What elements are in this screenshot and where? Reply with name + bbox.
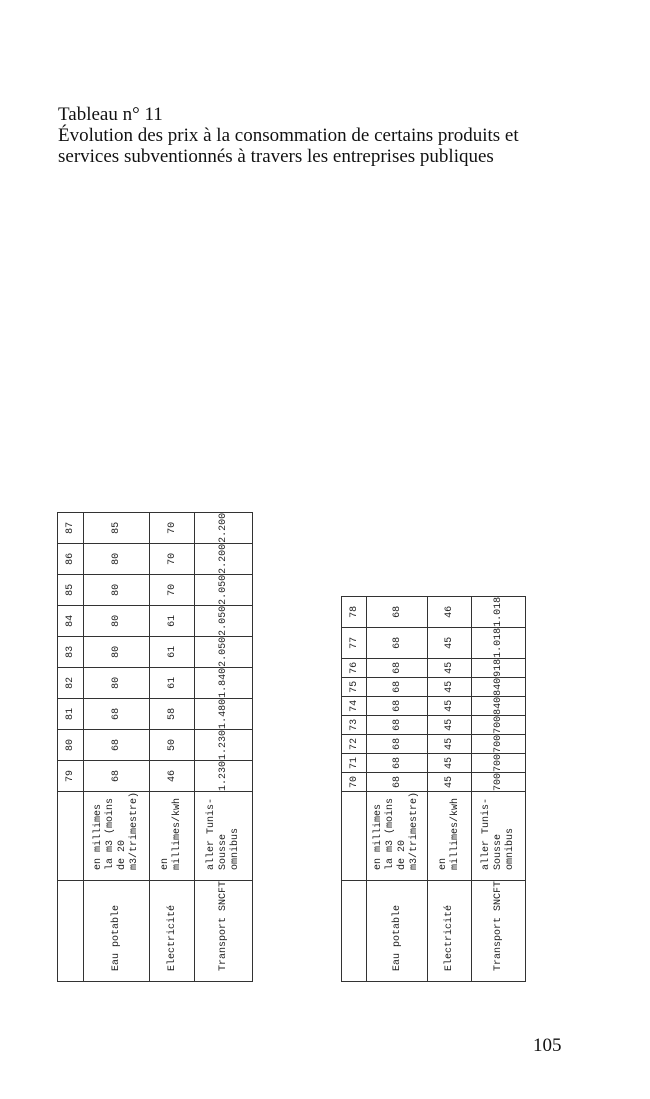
row-label: Electricité bbox=[428, 880, 472, 981]
value-cell: 45 bbox=[428, 772, 472, 791]
row-label: Eau potable bbox=[84, 880, 150, 981]
value-cell: 80 bbox=[84, 667, 150, 698]
value-cell: 68 bbox=[367, 715, 428, 734]
price-table-1970-1978 bbox=[341, 193, 529, 982]
value-cell: 700 bbox=[472, 715, 526, 734]
value-cell: 68 bbox=[367, 658, 428, 677]
value-cell: 1.018 bbox=[472, 627, 526, 658]
value-cell: 70 bbox=[150, 543, 195, 574]
year-cell: 81 bbox=[58, 698, 84, 729]
price-table-2 bbox=[341, 596, 526, 982]
value-cell: 46 bbox=[428, 596, 472, 627]
value-cell: 918 bbox=[472, 658, 526, 677]
value-cell: 45 bbox=[428, 677, 472, 696]
table-title-line-2: services subventionnés à travers les entreprises publiques bbox=[58, 146, 494, 167]
header-row bbox=[342, 596, 367, 981]
header-row bbox=[58, 512, 84, 981]
value-cell: 45 bbox=[428, 734, 472, 753]
row-label: Electricité bbox=[150, 880, 195, 981]
value-cell: 68 bbox=[84, 698, 150, 729]
value-cell: 2.200 bbox=[195, 512, 253, 543]
value-cell: 68 bbox=[367, 734, 428, 753]
year-cell: 74 bbox=[342, 696, 367, 715]
value-cell: 50 bbox=[150, 729, 195, 760]
value-cell: 840 bbox=[472, 677, 526, 696]
year-cell: 73 bbox=[342, 715, 367, 734]
table-row bbox=[84, 512, 150, 981]
value-cell: 68 bbox=[367, 696, 428, 715]
empty-cell bbox=[58, 791, 84, 880]
price-table-1 bbox=[57, 512, 253, 982]
table-row bbox=[150, 512, 195, 981]
value-cell: 700 bbox=[472, 772, 526, 791]
row-unit: aller Tunis-Sousse omnibus bbox=[472, 791, 526, 880]
empty-cell bbox=[342, 880, 367, 981]
value-cell: 1.018 bbox=[472, 596, 526, 627]
year-cell: 82 bbox=[58, 667, 84, 698]
value-cell: 45 bbox=[428, 696, 472, 715]
value-cell: 2.050 bbox=[195, 605, 253, 636]
value-cell: 45 bbox=[428, 627, 472, 658]
year-cell: 80 bbox=[58, 729, 84, 760]
table-number: Tableau n° 11 bbox=[58, 104, 163, 125]
value-cell: 2.050 bbox=[195, 574, 253, 605]
value-cell: 45 bbox=[428, 753, 472, 772]
price-table-1979-1987 bbox=[57, 193, 256, 982]
value-cell: 68 bbox=[367, 677, 428, 696]
value-cell: 68 bbox=[367, 772, 428, 791]
empty-cell bbox=[58, 880, 84, 981]
value-cell: 68 bbox=[84, 760, 150, 791]
row-unit: en millimes la m3 (moins de 20 m3/trimestre) bbox=[84, 791, 150, 880]
row-unit: en millimes la m3 (moins de 20 m3/trimestre) bbox=[367, 791, 428, 880]
value-cell: 61 bbox=[150, 636, 195, 667]
value-cell: 68 bbox=[367, 627, 428, 658]
value-cell: 85 bbox=[84, 512, 150, 543]
year-cell: 75 bbox=[342, 677, 367, 696]
row-label: Eau potable bbox=[367, 880, 428, 981]
value-cell: 46 bbox=[150, 760, 195, 791]
value-cell: 1.230 bbox=[195, 760, 253, 791]
row-label: Transport SNCFT bbox=[195, 880, 253, 981]
value-cell: 80 bbox=[84, 636, 150, 667]
value-cell: 58 bbox=[150, 698, 195, 729]
year-cell: 83 bbox=[58, 636, 84, 667]
value-cell: 700 bbox=[472, 734, 526, 753]
value-cell: 61 bbox=[150, 667, 195, 698]
value-cell: 70 bbox=[150, 574, 195, 605]
year-cell: 78 bbox=[342, 596, 367, 627]
year-cell: 87 bbox=[58, 512, 84, 543]
value-cell: 1.230 bbox=[195, 729, 253, 760]
row-unit: aller Tunis-Sousse omnibus bbox=[195, 791, 253, 880]
value-cell: 2.050 bbox=[195, 636, 253, 667]
value-cell: 80 bbox=[84, 574, 150, 605]
value-cell: 45 bbox=[428, 715, 472, 734]
value-cell: 1.480 bbox=[195, 698, 253, 729]
value-cell: 2.200 bbox=[195, 543, 253, 574]
value-cell: 70 bbox=[150, 512, 195, 543]
value-cell: 840 bbox=[472, 696, 526, 715]
table-row bbox=[367, 596, 428, 981]
year-cell: 72 bbox=[342, 734, 367, 753]
value-cell: 68 bbox=[84, 729, 150, 760]
value-cell: 61 bbox=[150, 605, 195, 636]
year-cell: 77 bbox=[342, 627, 367, 658]
year-cell: 79 bbox=[58, 760, 84, 791]
year-cell: 76 bbox=[342, 658, 367, 677]
value-cell: 68 bbox=[367, 753, 428, 772]
value-cell: 68 bbox=[367, 596, 428, 627]
table-row bbox=[195, 512, 253, 981]
table-row bbox=[428, 596, 472, 981]
year-cell: 85 bbox=[58, 574, 84, 605]
table-row bbox=[472, 596, 526, 981]
empty-cell bbox=[342, 791, 367, 880]
table-caption bbox=[58, 104, 618, 167]
value-cell: 80 bbox=[84, 605, 150, 636]
row-unit: en millimes/kwh bbox=[150, 791, 195, 880]
year-cell: 86 bbox=[58, 543, 84, 574]
year-cell: 71 bbox=[342, 753, 367, 772]
value-cell: 700 bbox=[472, 753, 526, 772]
table-title-line-1: Évolution des prix à la consommation de certains produits et bbox=[58, 125, 519, 146]
value-cell: 45 bbox=[428, 658, 472, 677]
row-label: Transport SNCFT bbox=[472, 880, 526, 981]
page-number: 105 bbox=[533, 1035, 562, 1056]
year-cell: 84 bbox=[58, 605, 84, 636]
year-cell: 70 bbox=[342, 772, 367, 791]
row-unit: en millimes/kwh bbox=[428, 791, 472, 880]
value-cell: 1.840 bbox=[195, 667, 253, 698]
value-cell: 80 bbox=[84, 543, 150, 574]
